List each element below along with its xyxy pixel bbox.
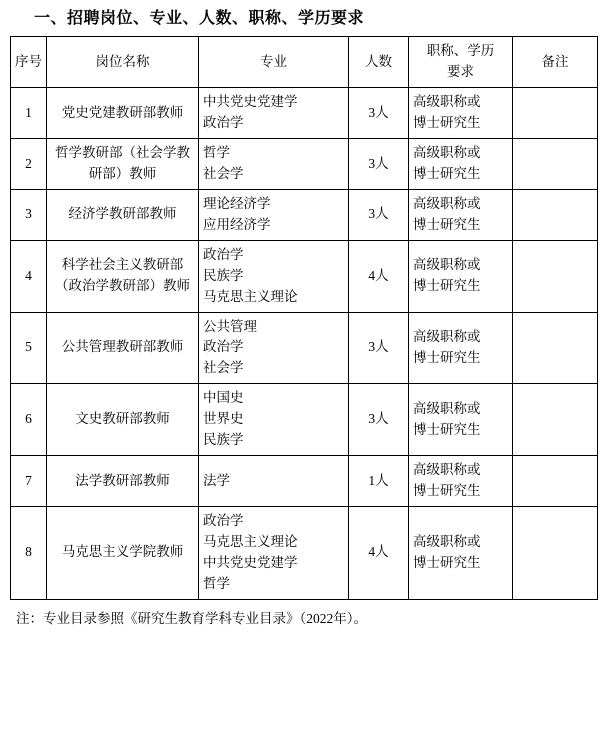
cell-requirement — [409, 189, 513, 240]
requirement-line: 博士研究生 — [413, 554, 481, 570]
requirement-line: 高级职称或 — [413, 400, 481, 416]
cell-post-name: 科学社会主义教研部（政治学教研部）教师 — [47, 240, 199, 312]
cell-remark — [513, 139, 598, 190]
recruitment-table — [10, 36, 598, 599]
cell-majors — [199, 88, 349, 139]
cell-remark — [513, 312, 598, 384]
cell-post-name: 马克思主义学院教师 — [47, 506, 199, 599]
requirement-line: 博士研究生 — [413, 349, 481, 365]
major-line: 社会学 — [203, 360, 244, 376]
cell-post-name: 法学教研部教师 — [47, 456, 199, 507]
requirement-line: 高级职称或 — [413, 145, 481, 161]
table-row — [11, 384, 598, 456]
cell-requirement — [409, 88, 513, 139]
cell-count: 3人 — [349, 384, 409, 456]
cell-no: 6 — [11, 384, 47, 456]
cell-requirement — [409, 139, 513, 190]
major-line: 中国史 — [203, 390, 244, 406]
cell-majors — [199, 312, 349, 384]
column-header-no: 序号 — [11, 37, 47, 88]
column-header-remark: 备注 — [513, 37, 598, 88]
major-line: 政治学 — [203, 115, 244, 131]
major-line: 政治学 — [203, 512, 244, 528]
table-header-row — [11, 37, 598, 88]
table-header — [11, 37, 598, 88]
footnote: 注：专业目录参照《研究生教育学科专业目录》（2022年）。 — [16, 610, 367, 626]
cell-no: 1 — [11, 88, 47, 139]
cell-no: 8 — [11, 506, 47, 599]
cell-majors — [199, 506, 349, 599]
cell-majors — [199, 240, 349, 312]
cell-post-name: 文史教研部教师 — [47, 384, 199, 456]
table-row — [11, 456, 598, 507]
cell-post-name: 公共管理教研部教师 — [47, 312, 199, 384]
cell-count: 4人 — [349, 240, 409, 312]
requirement-line: 博士研究生 — [413, 115, 481, 131]
column-header-count: 人数 — [349, 37, 409, 88]
major-line: 公共管理 — [203, 318, 257, 334]
table-row — [11, 88, 598, 139]
cell-requirement — [409, 456, 513, 507]
cell-no: 3 — [11, 189, 47, 240]
major-line: 法学 — [203, 472, 230, 488]
cell-remark — [513, 88, 598, 139]
cell-count: 3人 — [349, 88, 409, 139]
requirement-line: 博士研究生 — [413, 166, 481, 181]
cell-remark — [513, 240, 598, 312]
cell-count: 3人 — [349, 189, 409, 240]
cell-count: 1人 — [349, 456, 409, 507]
column-header-requirement — [409, 37, 513, 88]
page-title: 一、招聘岗位、专业、人数、职称、学历要求 — [34, 10, 365, 27]
cell-post-name: 经济学教研部教师 — [47, 189, 199, 240]
cell-majors — [199, 139, 349, 190]
requirement-line: 博士研究生 — [413, 278, 481, 294]
major-line: 中共党史党建学 — [203, 554, 298, 570]
table-row — [11, 506, 598, 599]
major-line: 马克思主义理论 — [203, 288, 298, 304]
cell-no: 4 — [11, 240, 47, 312]
requirement-line: 博士研究生 — [413, 482, 481, 498]
requirement-line: 高级职称或 — [413, 462, 481, 478]
table-row — [11, 312, 598, 384]
cell-no: 2 — [11, 139, 47, 190]
cell-requirement — [409, 240, 513, 312]
table-row — [11, 240, 598, 312]
table-row — [11, 139, 598, 190]
cell-majors — [199, 456, 349, 507]
table-body — [11, 88, 598, 599]
major-line: 民族学 — [203, 432, 244, 448]
column-header-requirement-line2: 要求 — [447, 64, 474, 80]
cell-post-name: 哲学教研部（社会学教研部）教师 — [47, 139, 199, 190]
requirement-line: 博士研究生 — [413, 216, 481, 232]
cell-count: 4人 — [349, 506, 409, 599]
column-header-major: 专业 — [199, 37, 349, 88]
major-line: 哲学 — [203, 145, 230, 161]
column-header-post: 岗位名称 — [47, 37, 199, 88]
requirement-line: 高级职称或 — [413, 94, 481, 110]
major-line: 哲学 — [203, 575, 230, 591]
table-row — [11, 189, 598, 240]
major-line: 应用经济学 — [203, 216, 271, 232]
cell-remark — [513, 506, 598, 599]
cell-requirement — [409, 506, 513, 599]
cell-requirement — [409, 312, 513, 384]
major-line: 理论经济学 — [203, 195, 271, 211]
cell-remark — [513, 456, 598, 507]
major-line: 政治学 — [203, 246, 244, 262]
column-header-requirement-line1: 职称、学历 — [426, 43, 495, 59]
major-line: 中共党史党建学 — [203, 94, 298, 110]
requirement-line: 高级职称或 — [413, 195, 481, 211]
cell-majors — [199, 384, 349, 456]
requirement-line: 高级职称或 — [413, 257, 481, 273]
cell-remark — [513, 189, 598, 240]
cell-no: 5 — [11, 312, 47, 384]
cell-majors — [199, 189, 349, 240]
cell-remark — [513, 384, 598, 456]
major-line: 马克思主义理论 — [203, 533, 298, 549]
major-line: 民族学 — [203, 267, 244, 283]
requirement-line: 高级职称或 — [413, 533, 481, 549]
cell-count: 3人 — [349, 139, 409, 190]
major-line: 社会学 — [203, 166, 244, 181]
requirement-line: 高级职称或 — [413, 328, 481, 344]
requirement-line: 博士研究生 — [413, 421, 481, 437]
major-line: 世界史 — [203, 411, 244, 427]
cell-no: 7 — [11, 456, 47, 507]
cell-post-name: 党史党建教研部教师 — [47, 88, 199, 139]
cell-count: 3人 — [349, 312, 409, 384]
cell-requirement — [409, 384, 513, 456]
major-line: 政治学 — [203, 339, 244, 355]
